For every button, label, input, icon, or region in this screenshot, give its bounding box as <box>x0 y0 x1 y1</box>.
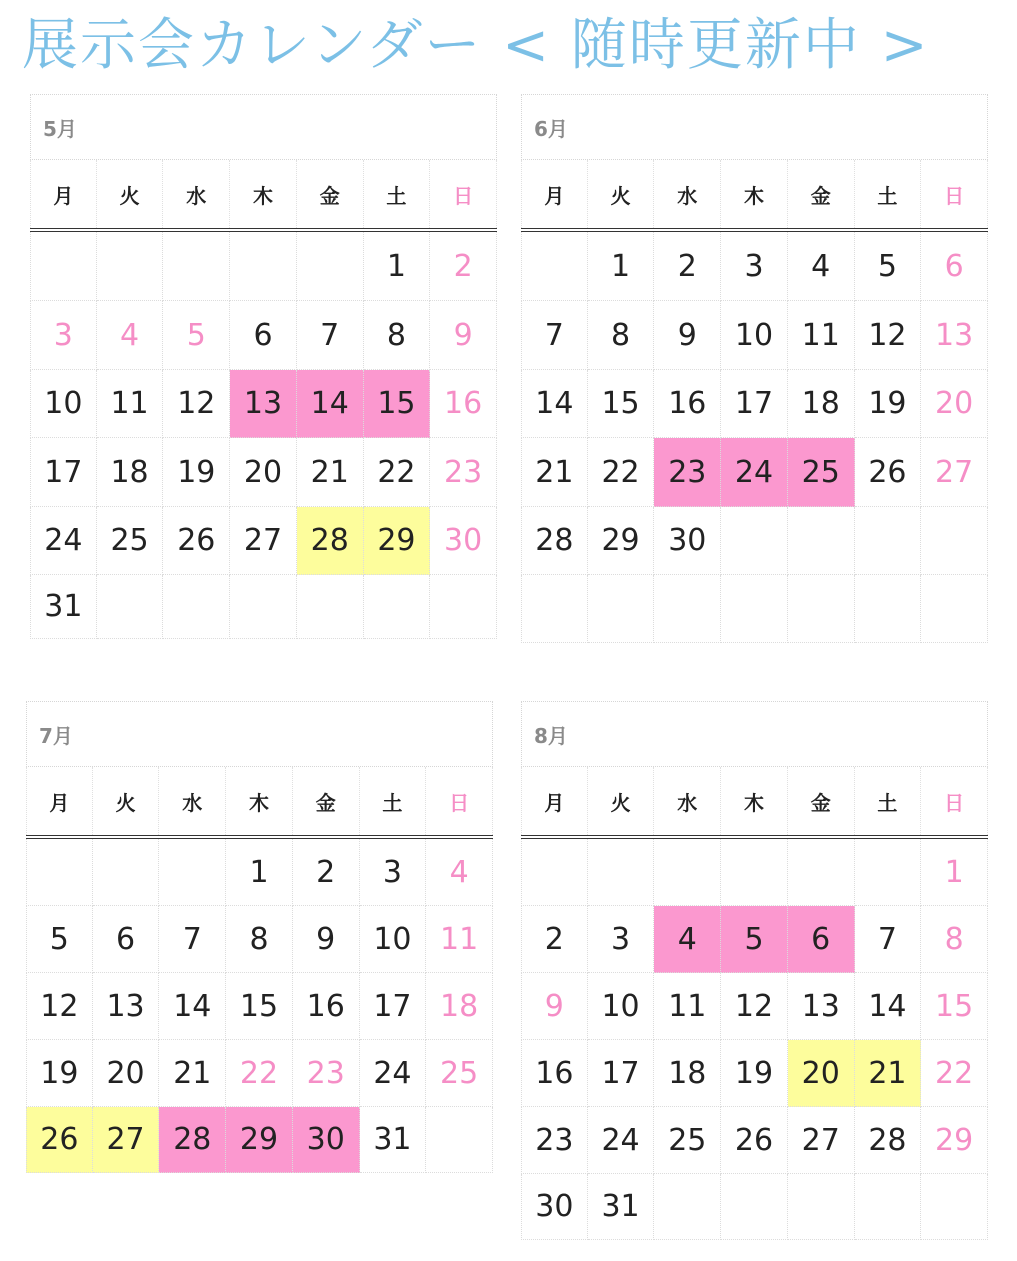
month-header: 5月 <box>30 94 497 160</box>
empty-day-cell <box>430 575 497 639</box>
day-cell: 5 <box>721 906 788 973</box>
empty-day-cell <box>364 575 431 639</box>
empty-day-cell <box>97 232 164 301</box>
day-cell: 4 <box>654 906 721 973</box>
day-cell: 2 <box>654 232 721 301</box>
day-cell: 10 <box>588 973 655 1040</box>
day-cell: 23 <box>430 438 497 507</box>
day-cell: 26 <box>26 1107 93 1173</box>
weekday-label: 金 <box>293 767 360 835</box>
month-header: 8月 <box>521 701 988 767</box>
day-cell: 15 <box>226 973 293 1040</box>
day-cell: 30 <box>293 1107 360 1173</box>
day-cell: 2 <box>293 839 360 906</box>
day-cell: 29 <box>588 507 655 575</box>
empty-day-cell <box>297 575 364 639</box>
day-cell: 19 <box>163 438 230 507</box>
day-cell: 11 <box>654 973 721 1040</box>
day-cell: 8 <box>921 906 988 973</box>
weekday-header-row <box>521 160 988 232</box>
day-grid <box>521 232 988 643</box>
day-cell: 25 <box>654 1107 721 1174</box>
day-cell: 14 <box>855 973 922 1040</box>
day-cell: 27 <box>921 438 988 507</box>
weekday-label: 火 <box>588 160 655 228</box>
empty-day-cell <box>654 1174 721 1240</box>
day-cell: 28 <box>159 1107 226 1173</box>
weekday-label: 金 <box>297 160 364 228</box>
day-cell: 17 <box>721 370 788 438</box>
day-cell: 16 <box>654 370 721 438</box>
day-cell: 24 <box>721 438 788 507</box>
day-cell: 25 <box>426 1040 493 1107</box>
weekday-label: 水 <box>654 160 721 228</box>
empty-day-cell <box>654 575 721 643</box>
weekday-label: 火 <box>97 160 164 228</box>
empty-day-cell <box>788 575 855 643</box>
weekday-label: 日 <box>426 767 493 835</box>
day-cell: 8 <box>226 906 293 973</box>
day-cell: 20 <box>93 1040 160 1107</box>
day-cell: 11 <box>97 370 164 438</box>
weekday-header-row <box>30 160 497 232</box>
day-cell: 27 <box>788 1107 855 1174</box>
empty-day-cell <box>521 575 588 643</box>
day-cell: 9 <box>430 301 497 370</box>
day-cell: 21 <box>159 1040 226 1107</box>
day-cell: 17 <box>588 1040 655 1107</box>
empty-day-cell <box>97 575 164 639</box>
day-cell: 6 <box>921 232 988 301</box>
weekday-label: 月 <box>521 767 588 835</box>
day-cell: 21 <box>297 438 364 507</box>
weekday-label: 木 <box>721 160 788 228</box>
day-cell: 16 <box>293 973 360 1040</box>
weekday-label: 木 <box>721 767 788 835</box>
empty-day-cell <box>297 232 364 301</box>
day-cell: 7 <box>521 301 588 370</box>
empty-day-cell <box>855 575 922 643</box>
weekday-label: 月 <box>26 767 93 835</box>
day-cell: 1 <box>921 839 988 906</box>
day-cell: 12 <box>721 973 788 1040</box>
day-grid <box>30 232 497 639</box>
day-cell: 7 <box>297 301 364 370</box>
day-cell: 25 <box>97 507 164 575</box>
day-cell: 16 <box>430 370 497 438</box>
day-cell: 13 <box>93 973 160 1040</box>
empty-day-cell <box>654 839 721 906</box>
weekday-label: 日 <box>430 160 497 228</box>
day-cell: 15 <box>364 370 431 438</box>
day-cell: 15 <box>921 973 988 1040</box>
day-cell: 23 <box>293 1040 360 1107</box>
day-grid <box>26 839 493 1173</box>
day-cell: 5 <box>163 301 230 370</box>
day-cell: 22 <box>364 438 431 507</box>
day-cell: 3 <box>30 301 97 370</box>
day-cell: 30 <box>654 507 721 575</box>
day-cell: 17 <box>360 973 427 1040</box>
empty-day-cell <box>521 839 588 906</box>
day-cell: 6 <box>788 906 855 973</box>
day-cell: 10 <box>721 301 788 370</box>
empty-day-cell <box>521 232 588 301</box>
empty-day-cell <box>230 232 297 301</box>
day-cell: 26 <box>163 507 230 575</box>
day-cell: 21 <box>521 438 588 507</box>
day-cell: 5 <box>855 232 922 301</box>
day-cell: 26 <box>721 1107 788 1174</box>
day-cell: 22 <box>921 1040 988 1107</box>
empty-day-cell <box>855 839 922 906</box>
day-cell: 11 <box>788 301 855 370</box>
day-cell: 4 <box>788 232 855 301</box>
empty-day-cell <box>721 839 788 906</box>
month-header: 7月 <box>26 701 493 767</box>
weekday-label: 日 <box>921 767 988 835</box>
weekday-header-row <box>521 767 988 839</box>
page-title: 展示会カレンダー < 随時更新中 > <box>22 13 930 78</box>
day-cell: 24 <box>360 1040 427 1107</box>
day-cell: 12 <box>855 301 922 370</box>
day-cell: 14 <box>521 370 588 438</box>
day-grid <box>521 839 988 1240</box>
empty-day-cell <box>588 839 655 906</box>
day-cell: 10 <box>30 370 97 438</box>
weekday-label: 水 <box>654 767 721 835</box>
day-cell: 30 <box>430 507 497 575</box>
day-cell: 27 <box>230 507 297 575</box>
day-cell: 6 <box>230 301 297 370</box>
day-cell: 17 <box>30 438 97 507</box>
day-cell: 29 <box>921 1107 988 1174</box>
empty-day-cell <box>788 1174 855 1240</box>
day-cell: 7 <box>855 906 922 973</box>
day-cell: 5 <box>26 906 93 973</box>
weekday-label: 水 <box>159 767 226 835</box>
empty-day-cell <box>855 1174 922 1240</box>
day-cell: 23 <box>521 1107 588 1174</box>
day-cell: 19 <box>855 370 922 438</box>
weekday-label: 土 <box>364 160 431 228</box>
day-cell: 19 <box>26 1040 93 1107</box>
day-cell: 4 <box>97 301 164 370</box>
day-cell: 13 <box>230 370 297 438</box>
empty-day-cell <box>588 575 655 643</box>
day-cell: 1 <box>364 232 431 301</box>
day-cell: 25 <box>788 438 855 507</box>
day-cell: 8 <box>588 301 655 370</box>
weekday-label: 金 <box>788 160 855 228</box>
day-cell: 29 <box>226 1107 293 1173</box>
day-cell: 24 <box>588 1107 655 1174</box>
weekday-label: 火 <box>588 767 655 835</box>
empty-day-cell <box>163 575 230 639</box>
day-cell: 26 <box>855 438 922 507</box>
empty-day-cell <box>788 507 855 575</box>
empty-day-cell <box>230 575 297 639</box>
day-cell: 18 <box>788 370 855 438</box>
day-cell: 18 <box>97 438 164 507</box>
day-cell: 28 <box>297 507 364 575</box>
empty-day-cell <box>163 232 230 301</box>
empty-day-cell <box>26 839 93 906</box>
day-cell: 2 <box>430 232 497 301</box>
day-cell: 19 <box>721 1040 788 1107</box>
day-cell: 31 <box>588 1174 655 1240</box>
weekday-label: 水 <box>163 160 230 228</box>
empty-day-cell <box>921 1174 988 1240</box>
weekday-label: 木 <box>226 767 293 835</box>
day-cell: 13 <box>921 301 988 370</box>
day-cell: 8 <box>364 301 431 370</box>
empty-day-cell <box>30 232 97 301</box>
weekday-label: 火 <box>93 767 160 835</box>
calendar-may <box>30 94 497 639</box>
day-cell: 20 <box>921 370 988 438</box>
day-cell: 20 <box>230 438 297 507</box>
day-cell: 3 <box>360 839 427 906</box>
day-cell: 7 <box>159 906 226 973</box>
empty-day-cell <box>721 1174 788 1240</box>
weekday-header-row <box>26 767 493 839</box>
calendar-june <box>521 94 988 643</box>
day-cell: 15 <box>588 370 655 438</box>
calendar-july <box>26 701 493 1173</box>
day-cell: 3 <box>721 232 788 301</box>
weekday-label: 金 <box>788 767 855 835</box>
day-cell: 14 <box>297 370 364 438</box>
day-cell: 22 <box>226 1040 293 1107</box>
empty-day-cell <box>855 507 922 575</box>
day-cell: 1 <box>226 839 293 906</box>
weekday-label: 土 <box>855 160 922 228</box>
weekday-label: 土 <box>855 767 922 835</box>
day-cell: 10 <box>360 906 427 973</box>
day-cell: 24 <box>30 507 97 575</box>
calendar-august <box>521 701 988 1240</box>
empty-day-cell <box>721 575 788 643</box>
day-cell: 22 <box>588 438 655 507</box>
day-cell: 6 <box>93 906 160 973</box>
empty-day-cell <box>788 839 855 906</box>
empty-day-cell <box>93 839 160 906</box>
day-cell: 9 <box>521 973 588 1040</box>
day-cell: 30 <box>521 1174 588 1240</box>
empty-day-cell <box>921 575 988 643</box>
day-cell: 28 <box>521 507 588 575</box>
weekday-label: 日 <box>921 160 988 228</box>
day-cell: 2 <box>521 906 588 973</box>
weekday-label: 木 <box>230 160 297 228</box>
empty-day-cell <box>721 507 788 575</box>
weekday-label: 土 <box>360 767 427 835</box>
day-cell: 31 <box>360 1107 427 1173</box>
empty-day-cell <box>921 507 988 575</box>
empty-day-cell <box>426 1107 493 1173</box>
day-cell: 16 <box>521 1040 588 1107</box>
month-header: 6月 <box>521 94 988 160</box>
day-cell: 28 <box>855 1107 922 1174</box>
weekday-label: 月 <box>30 160 97 228</box>
day-cell: 18 <box>426 973 493 1040</box>
day-cell: 13 <box>788 973 855 1040</box>
weekday-label: 月 <box>521 160 588 228</box>
day-cell: 31 <box>30 575 97 639</box>
day-cell: 12 <box>26 973 93 1040</box>
day-cell: 18 <box>654 1040 721 1107</box>
day-cell: 3 <box>588 906 655 973</box>
day-cell: 29 <box>364 507 431 575</box>
day-cell: 11 <box>426 906 493 973</box>
day-cell: 4 <box>426 839 493 906</box>
empty-day-cell <box>159 839 226 906</box>
day-cell: 27 <box>93 1107 160 1173</box>
day-cell: 14 <box>159 973 226 1040</box>
day-cell: 9 <box>654 301 721 370</box>
day-cell: 21 <box>855 1040 922 1107</box>
day-cell: 12 <box>163 370 230 438</box>
day-cell: 20 <box>788 1040 855 1107</box>
day-cell: 23 <box>654 438 721 507</box>
day-cell: 9 <box>293 906 360 973</box>
day-cell: 1 <box>588 232 655 301</box>
